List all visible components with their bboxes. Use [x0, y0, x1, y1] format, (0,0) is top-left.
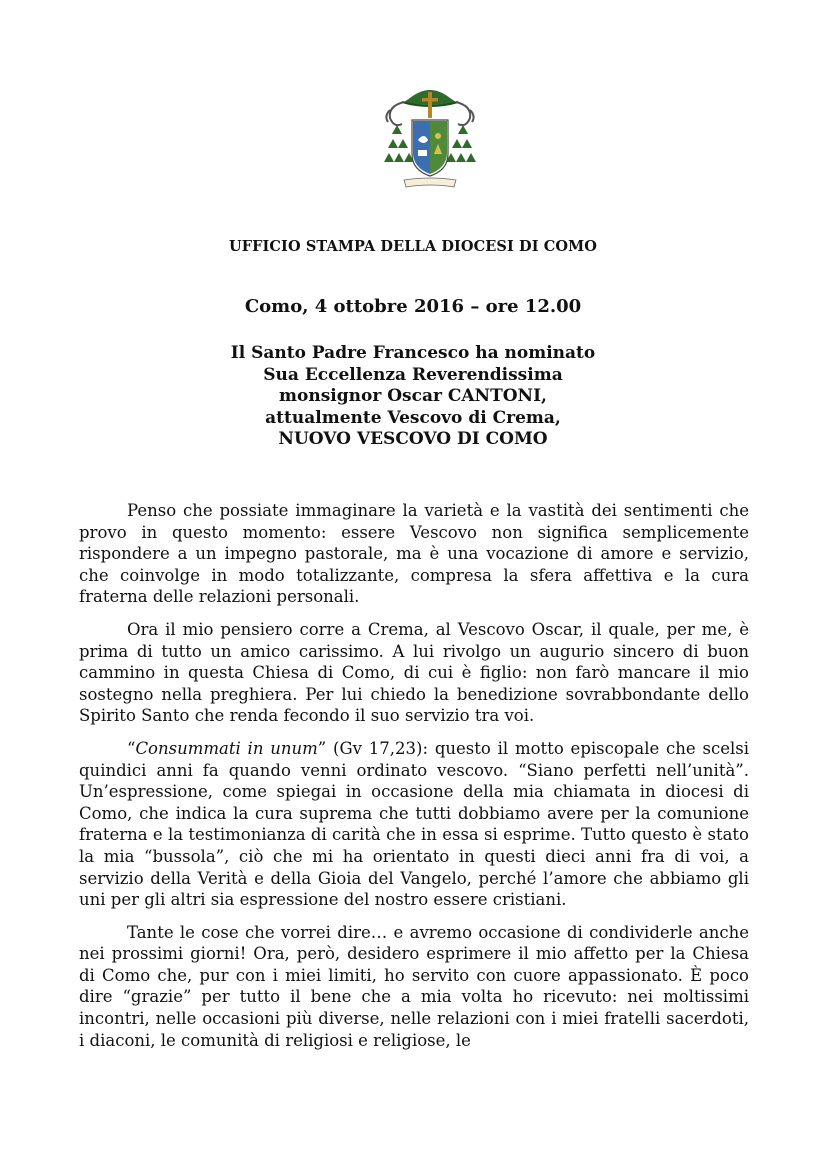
paragraph: Ora il mio pensiero corre a Crema, al Vescovo Oscar, il quale, per me, è prima di tutto un amico carissimo. A lui rivolgo un augurio sincero di buon cammino in questa Chiesa di Como, di cui è figlio: non farò mancare il mio sostegno nella preghiera. Per lui chiedo la benedizione sovrabbondante dello Spirito Santo che renda fecondo il suo servizio tra voi.	[79, 619, 749, 726]
announcement-headline	[0, 343, 826, 451]
headline-line: Il Santo Padre Francesco ha nominato	[230, 343, 596, 363]
paragraph	[79, 738, 749, 911]
dateline: Como, 4 ottobre 2016 – ore 12.00	[244, 296, 582, 317]
paragraph: Penso che possiate immaginare la varietà e la vastità dei sentimenti che provo in questo momento: essere Vescovo non significa semplicemente rispondere a un impegno pastorale, ma è una vocazione di amore e servizio, che coinvolge in modo totalizzante, compresa la sfera affettiva e la cura fraterna delle relazioni personali.	[79, 501, 749, 607]
headline-line: attualmente Vescovo di Crema,	[265, 407, 561, 428]
headline-line: NUOVO VESCOVO DI COMO	[278, 429, 548, 449]
episcopal-coat-of-arms-icon	[380, 84, 480, 190]
statement-body	[79, 500, 749, 1062]
press-office-heading: UFFICIO STAMPA DELLA DIOCESI DI COMO	[229, 238, 597, 255]
episcopal-motto: Consummati in unum	[135, 738, 318, 758]
paragraph: Tante le cose che vorrei dire… e avremo occasione di condividerle anche nei prossimi giorni! Ora, però, desidero esprimere il mio affetto per la Chiesa di Como che, pur con i miei limiti, ho servito con cuore appassionato. È poco dire “grazie” per tutto il bene che a mia volta ho ricevuto: nei moltissimi incontri, nelle occasioni più diverse, nelle relazioni con i miei fratelli sacerdoti, i diaconi, le comunità di religiosi e religiose, le	[79, 922, 749, 1050]
paragraph-text: ” (Gv 17,23): questo il motto episcopale che scelsi quindici anni fa quando venni ordinato vescovo. “Siano perfetti nell’unità”. Un’espressione, come spiegai in occasione della mia chiamata in diocesi di Como, che indica la cura suprema che tutti dobbiamo avere per la comunione fraterna e la testimonianza di carità che in essa si esprime. Tutto questo è stato la mia “bussola”, ciò che mi ha orientato in questi dieci anni fra di voi, a servizio della Verità e della Gioia del Vangelo, perché l’amore che abbiamo gli uni per gli altri sia espressione del nostro essere cristiani.	[79, 738, 749, 910]
open-quote: “	[127, 738, 136, 758]
headline-line: monsignor Oscar CANTONI,	[279, 386, 547, 406]
headline-line: Sua Eccellenza Reverendissima	[263, 364, 563, 385]
